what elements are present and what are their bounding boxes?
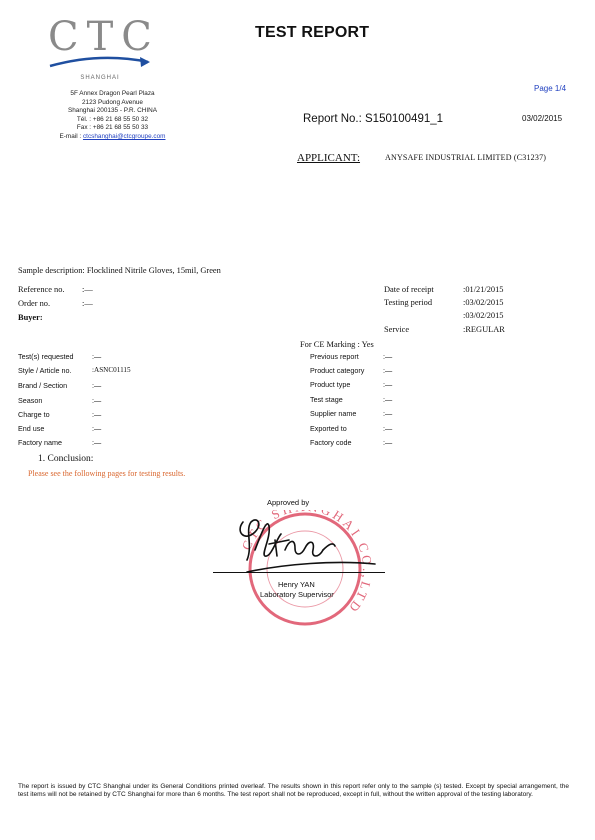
detail-value: :ASNC01115 bbox=[92, 366, 131, 374]
detail-label: Brand / Section bbox=[18, 381, 68, 390]
detail-label: Style / Article no. bbox=[18, 366, 72, 375]
detail-label: Test(s) requested bbox=[18, 352, 74, 361]
detail-label: End use bbox=[18, 424, 45, 433]
ctc-logo bbox=[40, 14, 160, 84]
testing-label: Testing period bbox=[384, 298, 433, 307]
footer-disclaimer: The report is issued by CTC Shanghai under its General Conditions printed overleaf. The results shown in this report refer only to the sample (s) tested. Except by special arrangement, the test items will not be retained by CTC Shanghai for more than 6 months. The test report shall not be reproduced, except in full, without the written approval of the testing laboratory. bbox=[18, 783, 569, 799]
order-value: :— bbox=[82, 299, 93, 308]
detail-label: Product category bbox=[310, 366, 365, 375]
reference-value: :— bbox=[82, 285, 93, 294]
detail-value: :— bbox=[92, 424, 102, 433]
testing-value-start: :03/02/2015 bbox=[463, 298, 504, 307]
detail-value: :— bbox=[383, 409, 393, 418]
email-label: E-mail : bbox=[59, 132, 82, 140]
phone-line: Tél. : +86 21 68 55 50 32 bbox=[76, 115, 149, 123]
detail-value: :— bbox=[383, 424, 393, 433]
stamp-text: CTC S GHAI CO ,LTD bbox=[238, 510, 376, 618]
detail-value: :— bbox=[92, 396, 102, 405]
sample-description bbox=[18, 266, 221, 275]
detail-value: :— bbox=[92, 352, 102, 361]
service-label: Service bbox=[384, 325, 410, 334]
report-date: 03/02/2015 bbox=[522, 114, 563, 123]
fax-line: Fax : +86 21 68 55 50 33 bbox=[76, 124, 149, 132]
detail-label: Product type bbox=[310, 380, 351, 389]
detail-value: :— bbox=[383, 395, 393, 404]
conclusion-title: 1. Conclusion: bbox=[38, 454, 94, 464]
detail-value: :— bbox=[383, 438, 393, 447]
address-line: 2123 Pudong Avenue bbox=[81, 98, 143, 106]
sample-label: Sample description: bbox=[18, 266, 85, 275]
detail-label: Season bbox=[18, 396, 43, 405]
service-value: :REGULAR bbox=[463, 325, 505, 334]
approved-by-label: Approved by bbox=[267, 498, 310, 507]
detail-label: Factory code bbox=[310, 438, 352, 447]
sample-value: Flocklined Nitrile Gloves, 15mil, Green bbox=[86, 266, 221, 275]
company-stamp bbox=[225, 510, 385, 628]
receipt-label: Date of receipt bbox=[384, 285, 434, 294]
order-label: Order no. bbox=[18, 299, 51, 308]
company-address bbox=[20, 90, 205, 142]
detail-label: Test stage bbox=[310, 395, 343, 404]
detail-label: Charge to bbox=[18, 410, 50, 419]
logo-subtitle: SHANGHAI bbox=[80, 75, 120, 81]
detail-label: Supplier name bbox=[310, 409, 357, 418]
email-link[interactable]: ctcshanghai@ctcgroupe.com bbox=[82, 132, 166, 140]
detail-label: Exported to bbox=[310, 424, 347, 433]
reference-label: Reference no. bbox=[18, 285, 65, 294]
supervisor-title: Laboratory Supervisor bbox=[260, 590, 334, 599]
logo-text: CTC bbox=[48, 14, 160, 60]
detail-value: :— bbox=[92, 381, 102, 390]
supervisor-name: Henry YAN bbox=[278, 580, 315, 589]
applicant-value: ANYSAFE INDUSTRIAL LIMITED (C31237) bbox=[385, 153, 547, 162]
detail-label: Factory name bbox=[18, 438, 62, 447]
testing-value-end: :03/02/2015 bbox=[463, 311, 504, 320]
conclusion-text: Please see the following pages for testing results. bbox=[28, 469, 186, 478]
detail-value: :— bbox=[383, 380, 393, 389]
detail-value: :— bbox=[92, 438, 102, 447]
buyer-label: Buyer: bbox=[18, 313, 43, 322]
email-line bbox=[20, 133, 205, 142]
detail-value: :— bbox=[383, 366, 393, 375]
report-title: TEST REPORT bbox=[255, 24, 370, 41]
address-line: Shanghai 200135 - P.R. CHINA bbox=[67, 107, 158, 115]
applicant-label: APPLICANT: bbox=[297, 152, 361, 164]
detail-value: :— bbox=[92, 410, 102, 419]
address-line: 5F Annex Dragon Pearl Plaza bbox=[70, 90, 155, 97]
detail-label: Previous report bbox=[310, 352, 359, 361]
page-number: Page 1/4 bbox=[534, 84, 567, 93]
receipt-value: :01/21/2015 bbox=[463, 285, 504, 294]
ce-marking: For CE Marking : Yes bbox=[300, 340, 374, 349]
report-number: Report No.: S150100491_1 bbox=[303, 113, 444, 125]
detail-value: :— bbox=[383, 352, 393, 361]
signature-line bbox=[213, 572, 385, 573]
